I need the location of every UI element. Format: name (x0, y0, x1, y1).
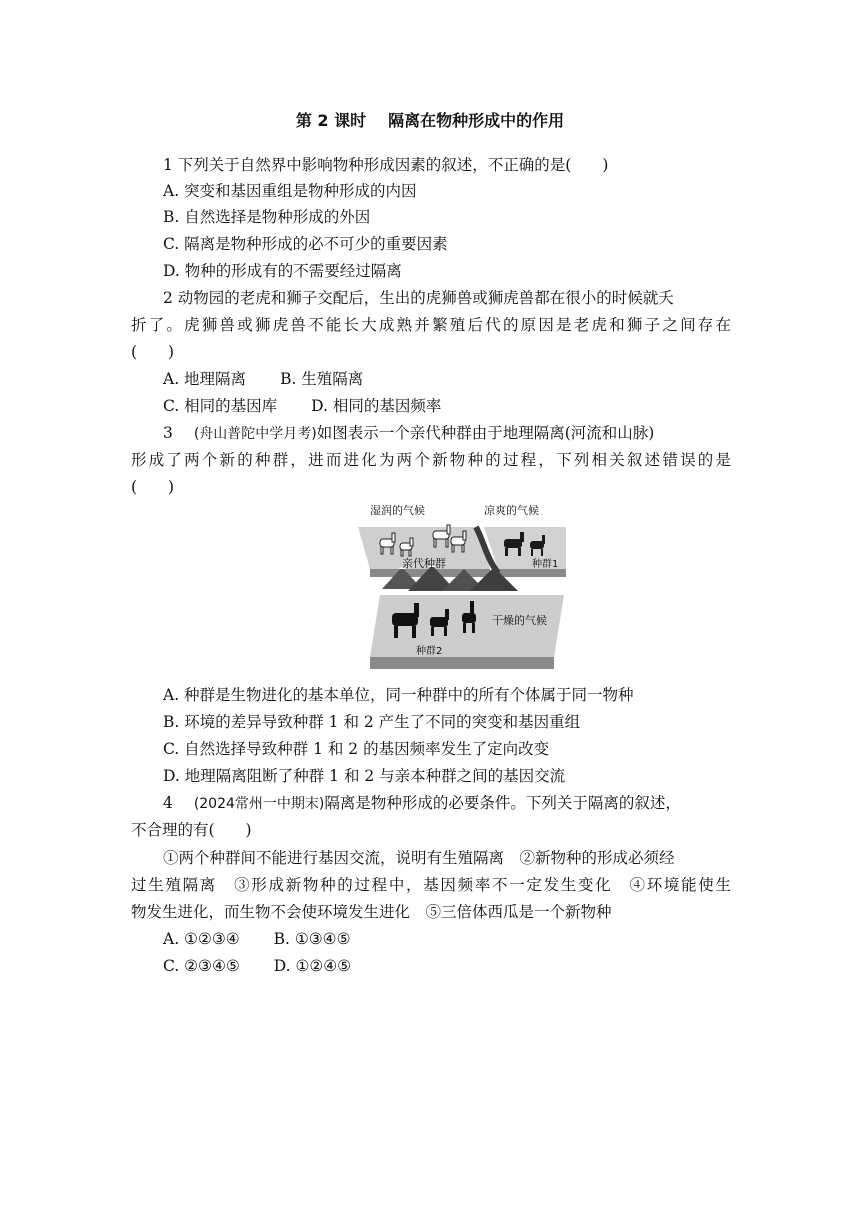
lesson-topic: 隔离在物种形成中的作用 (388, 111, 565, 130)
q4-options-row1 (163, 929, 350, 949)
q4-stem-line2: 不合理的有( ) (131, 821, 252, 839)
q4-option-b: B. ①③④⑤ (273, 930, 351, 948)
q3-stem-line1 (163, 423, 654, 444)
q2-options-row2 (163, 396, 441, 416)
q2-answer-bracket: ( ) (131, 343, 175, 361)
speciation-figure (358, 497, 566, 671)
q4-number: 4 (163, 794, 173, 812)
pop1-slab-side (498, 569, 566, 577)
q4-statements-line3: 物发生进化，而生物不会使环境发生进化 ⑤三倍体西瓜是一个新物种 (131, 903, 612, 921)
q2-stem-line1: 2 动物园的老虎和狮子交配后，生出的虎狮兽或狮虎兽都在很小的时候就夭 (163, 289, 674, 307)
q2-option-a: A. 地理隔离 (163, 370, 247, 388)
page-title (0, 108, 860, 131)
q4-stem-rest: 隔离是物种形成的必要条件。下列关于隔离的叙述， (324, 794, 681, 812)
q3-option-d: D. 地理隔离阻断了种群 1 和 2 与亲本种群之间的基因交流 (163, 767, 566, 785)
q1-option-d: D. 物种的形成有的不需要经过隔离 (163, 262, 402, 280)
q3-option-c: C. 自然选择导致种群 1 和 2 的基因频率发生了定向改变 (163, 740, 550, 758)
q3-option-a: A. 种群是生物进化的基本单位，同一种群中的所有个体属于同一物种 (163, 686, 634, 704)
q2-option-d: D. 相同的基因频率 (311, 397, 442, 415)
q4-option-a: A. ①②③④ (163, 930, 240, 948)
q4-option-c: C. ②③④⑤ (163, 957, 240, 975)
q3-source: (舟山普陀中学月考) (193, 426, 317, 442)
q4-options-row2 (163, 956, 351, 976)
pop2-slab-side (370, 657, 554, 669)
q4-option-d: D. ①②④⑤ (273, 957, 352, 975)
label-parent-population: 亲代种群 (402, 557, 446, 570)
q1-option-b: B. 自然选择是物种形成的外因 (163, 208, 371, 226)
q2-option-c: C. 相同的基因库 (163, 397, 278, 415)
q4-statements-line2: 过生殖隔离 ③形成新物种的过程中，基因频率不一定发生变化 ④环境能使生 (131, 876, 731, 894)
label-population-2: 种群2 (416, 646, 443, 657)
q3-stem-rest: 如图表示一个亲代种群由于地理隔离(河流和山脉) (316, 424, 655, 442)
label-dry-climate: 干燥的气候 (492, 614, 547, 627)
q4-source: (2024常州一中期末) (193, 796, 325, 812)
q1-stem: 1 下列关于自然界中影响物种形成因素的叙述，不正确的是( ) (163, 156, 609, 174)
label-population-1: 种群1 (532, 559, 559, 570)
lesson-number: 第 2 课时 (295, 111, 367, 130)
q4-statements-line1: ①两个种群间不能进行基因交流，说明有生殖隔离 ②新物种的形成必须经 (163, 849, 675, 867)
q4-stem-line1 (163, 793, 681, 814)
q3-number: 3 (163, 424, 173, 442)
q3-answer-bracket: ( ) (131, 478, 175, 496)
label-humid-climate: 湿润的气候 (370, 504, 425, 517)
q1-option-a: A. 突变和基因重组是物种形成的内因 (163, 182, 417, 200)
q2-stem-line2: 折了。虎狮兽或狮虎兽不能长大成熟并繁殖后代的原因是老虎和狮子之间存在 (131, 316, 731, 334)
q2-option-b: B. 生殖隔离 (280, 370, 364, 388)
q2-options-row1 (163, 369, 363, 389)
q1-option-c: C. 隔离是物种形成的必不可少的重要因素 (163, 235, 448, 253)
label-cool-climate: 凉爽的气候 (484, 504, 539, 517)
q3-option-b: B. 环境的差异导致种群 1 和 2 产生了不同的突变和基因重组 (163, 713, 581, 731)
q3-stem-line2: 形成了两个新的种群，进而进化为两个新物种的过程，下列相关叙述错误的是 (131, 451, 731, 469)
